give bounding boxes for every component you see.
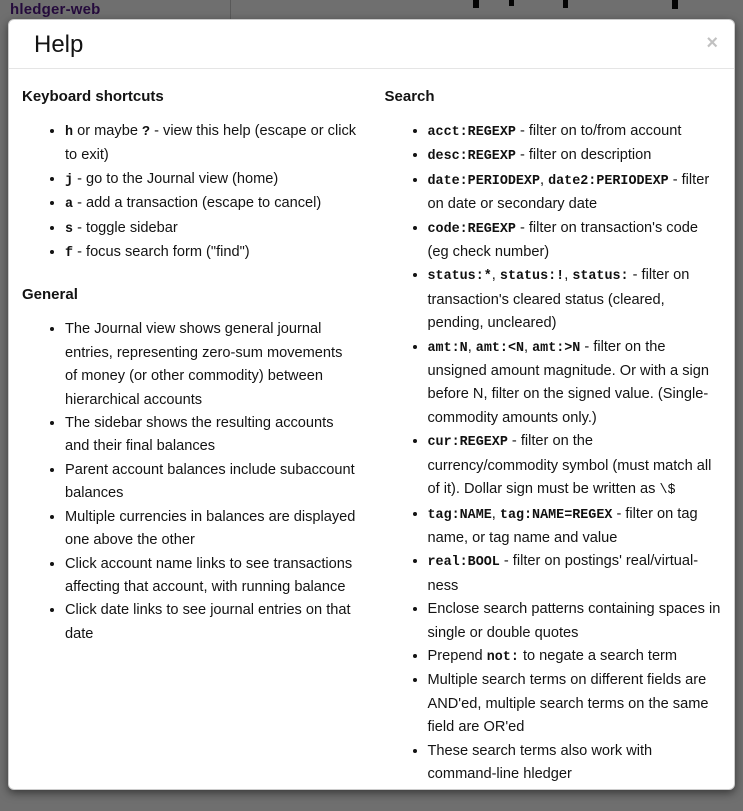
code-token: amt:>N xyxy=(532,340,581,356)
text-run: - filter on transaction's cleared status (cleared, pending, uncleared) xyxy=(427,267,690,332)
bullet-list xyxy=(22,318,359,646)
modal-header xyxy=(9,20,734,69)
text-run: Click account name links to see transactions affecting that account, with running balance xyxy=(65,555,353,595)
code-token: h xyxy=(65,125,74,140)
text-run: - filter on description xyxy=(515,147,652,164)
text-run: - filter on date or secondary date xyxy=(427,171,710,213)
text-run: Multiple search terms on different fields are AND'ed, multiple search terms on the same field are OR'ed xyxy=(427,672,709,736)
bullet-list xyxy=(22,120,359,265)
list-item xyxy=(428,217,722,265)
text-run: The Journal view shows general journal entries, representing zero-sum movements of money (or other commodity) between hierarchical accounts xyxy=(65,321,343,408)
code-token: s xyxy=(65,221,74,237)
text-run: or maybe xyxy=(73,123,142,139)
text-run: , xyxy=(540,171,549,188)
text-run: Enclose search patterns containing spaces in single or double quotes xyxy=(427,601,721,641)
list-item xyxy=(65,553,359,600)
text-run: - filter on the currency/commodity symbol (must match all of it). Dollar sign must be written as xyxy=(427,433,712,498)
code-token: status:* xyxy=(427,269,492,285)
list-item xyxy=(428,430,722,502)
text-run: - filter on the unsigned amount magnitude. Or with a sign before N, filter on the signed value. (Single-commodity amounts only.) xyxy=(427,338,709,426)
code-token: real:BOOL xyxy=(427,555,500,571)
list-item xyxy=(65,318,359,412)
text-run: - go to the Journal view (home) xyxy=(73,170,279,187)
code-token: code:REGEXP xyxy=(427,221,516,237)
text-run: These search terms also work with command-line hledger xyxy=(427,742,653,782)
code-token: date:PERIODEXP xyxy=(427,173,540,189)
list-item xyxy=(65,459,359,506)
text-run: - filter on to/from account xyxy=(515,123,682,139)
code-token: a xyxy=(65,197,74,213)
code-token: status:! xyxy=(499,269,565,285)
text-run: - view this help (escape or click to exit) xyxy=(65,123,357,164)
text-run: , xyxy=(491,505,500,522)
text-run: Multiple currencies in balances are displayed one above the other xyxy=(65,508,356,549)
bullet-list xyxy=(385,120,722,786)
text-run: - filter on tag name, or tag name and value xyxy=(427,505,698,546)
list-item xyxy=(65,168,359,192)
list-item xyxy=(428,264,722,335)
text-run: - toggle sidebar xyxy=(73,219,178,236)
list-item xyxy=(65,241,359,265)
code-token: j xyxy=(65,172,74,188)
code-token: cur:REGEXP xyxy=(427,435,508,451)
modal-title: Help xyxy=(34,31,84,58)
text-run: to negate a search term xyxy=(518,647,678,664)
list-item xyxy=(65,120,359,168)
text-run: , xyxy=(491,267,500,284)
text-run: - focus search form ("find") xyxy=(73,244,250,261)
code-token: tag:NAME=REGEX xyxy=(499,507,613,523)
code-token: not: xyxy=(486,649,519,665)
code-token: amt:<N xyxy=(475,340,525,356)
text-run: Prepend xyxy=(427,647,487,664)
list-item xyxy=(428,598,722,645)
list-item xyxy=(428,169,722,217)
list-item xyxy=(65,192,359,216)
list-item xyxy=(65,599,359,646)
list-item xyxy=(428,336,722,431)
close-icon[interactable]: × xyxy=(706,32,718,54)
text-run: - filter on postings' real/virtual-ness xyxy=(427,553,699,594)
list-item xyxy=(428,669,722,739)
mono-token: \$ xyxy=(659,483,676,499)
code-token: date2:PERIODEXP xyxy=(548,173,669,189)
text-run: Parent account balances include subaccount balances xyxy=(65,461,355,502)
list-item xyxy=(65,506,359,553)
text-run: Click date links to see journal entries on that date xyxy=(65,602,351,642)
list-item xyxy=(65,217,359,241)
code-token: amt:N xyxy=(427,340,468,356)
right-column xyxy=(372,88,735,790)
code-token: f xyxy=(65,246,74,262)
code-token: ? xyxy=(142,125,151,140)
list-item xyxy=(428,645,722,669)
text-run: , xyxy=(467,338,476,355)
code-token: status: xyxy=(572,269,629,285)
list-item xyxy=(428,503,722,551)
section-heading: Keyboard shortcuts xyxy=(22,88,164,105)
code-token: acct:REGEXP xyxy=(427,125,516,140)
text-run: - filter on transaction's code (eg check number) xyxy=(427,219,698,261)
section-heading: General xyxy=(22,286,78,304)
code-token: tag:NAME xyxy=(427,507,492,523)
modal-body xyxy=(9,69,734,790)
code-token: desc:REGEXP xyxy=(427,149,516,165)
list-item xyxy=(428,144,722,168)
text-run: - add a transaction (escape to cancel) xyxy=(73,195,322,212)
list-item xyxy=(428,120,722,144)
text-run: , xyxy=(524,338,533,355)
left-column xyxy=(9,88,372,790)
list-item xyxy=(428,740,722,787)
list-item xyxy=(65,412,359,459)
text-run: , xyxy=(564,267,573,284)
text-run: The sidebar shows the resulting accounts and their final balances xyxy=(65,415,334,455)
section-heading: Search xyxy=(384,88,435,105)
help-modal xyxy=(8,19,735,790)
list-item xyxy=(428,550,722,598)
